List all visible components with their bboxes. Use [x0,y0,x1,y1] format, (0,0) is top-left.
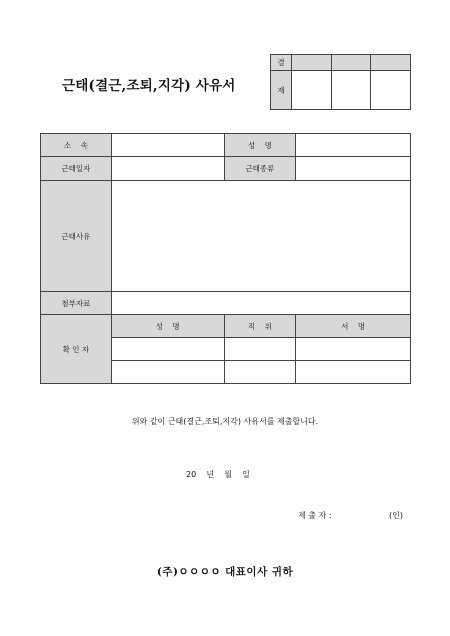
confirmer-label: 확 인 자 [41,315,112,384]
approval-box [270,54,411,110]
confirmer-signature-field-1[interactable] [296,338,411,361]
date-line: 20 년 월 일 [186,470,250,479]
attendance-date-label: 근태일자 [41,157,112,181]
affiliation-label: 소 속 [41,134,112,157]
submitter-label: 제 출 자 : [298,511,332,520]
addressee-line: (주)ㅇㅇㅇㅇ 대표이사 귀하 [156,566,294,578]
attendance-reason-label: 근태사유 [41,181,112,292]
seal-mark: (인) [389,511,403,520]
confirmer-signature-field-2[interactable] [296,361,411,384]
submission-statement: 위와 같이 근태(결근,조퇴,지각) 사유서를 제출합니다. [131,417,319,426]
approval-label-top: 결 [271,55,292,71]
attendance-type-field[interactable] [296,157,411,181]
confirmer-signature-header: 서 명 [296,315,411,338]
attendance-form-table [40,133,411,384]
confirmer-position-field-2[interactable] [224,361,296,384]
document-title: 근태(결근,조퇴,지각) 사유서 [62,78,236,94]
approval-label-bottom: 재 [271,71,292,110]
confirmer-position-header: 직 위 [224,315,296,338]
approval-sign-cell-2[interactable] [331,71,371,110]
attendance-reason-field[interactable] [111,181,410,292]
affiliation-field[interactable] [111,134,224,157]
attendance-type-label: 근태종류 [224,157,296,181]
approval-header-cell-3 [371,55,411,71]
confirmer-position-field-1[interactable] [224,338,296,361]
confirmer-name-field-1[interactable] [111,338,224,361]
approval-sign-cell-1[interactable] [292,71,332,110]
name-label: 성 명 [224,134,296,157]
name-field[interactable] [296,134,411,157]
attachment-label: 첨부자료 [41,292,112,315]
attendance-date-field[interactable] [111,157,224,181]
approval-sign-cell-3[interactable] [371,71,411,110]
confirmer-name-field-2[interactable] [111,361,224,384]
confirmer-name-header: 성 명 [111,315,224,338]
approval-header-cell-2 [331,55,371,71]
approval-header-cell-1 [292,55,332,71]
attachment-field[interactable] [111,292,410,315]
